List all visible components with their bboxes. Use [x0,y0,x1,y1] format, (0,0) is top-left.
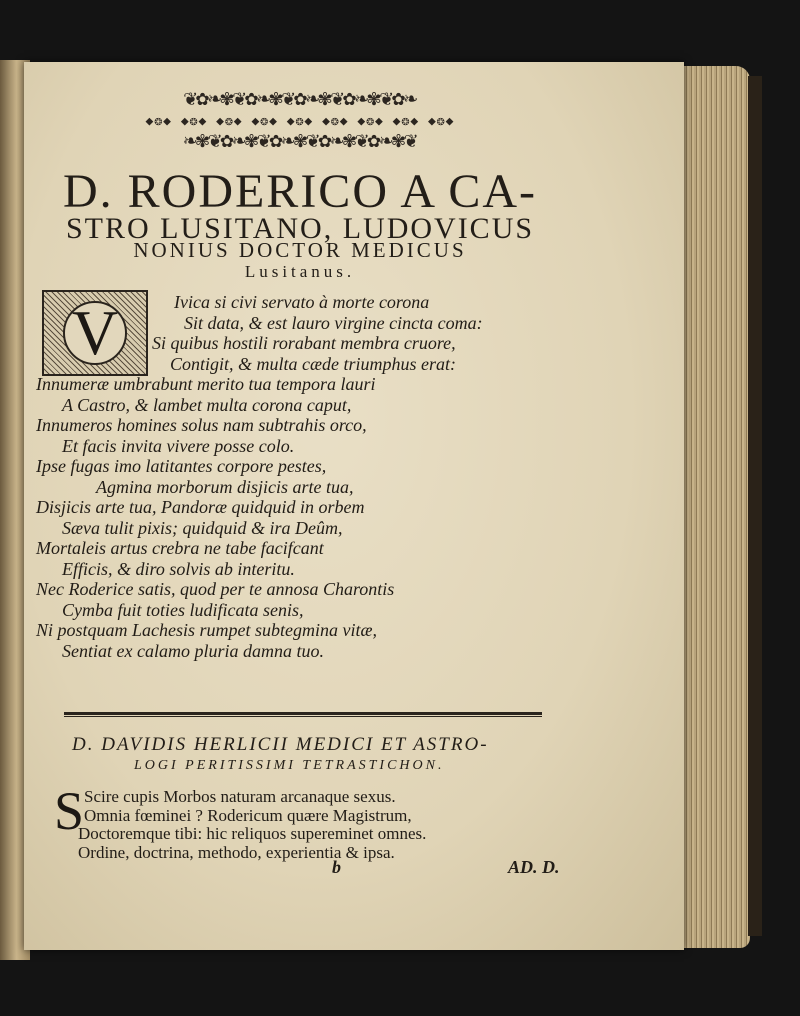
poem-line: Et facis invita vivere posse colo. [62,435,295,456]
title-line-3: NONIUS DOCTOR MEDICUS [133,238,467,262]
signature-mark: b [332,857,341,877]
initial-letter: V [63,301,127,365]
tetrastichon-line: Omnia fœminei ? Rodericum quære Magistrum, [84,805,412,825]
poem-line: Innumeros homines solus nam subtrahis orco, [36,415,367,435]
tetrastichon-line: Doctoremque tibi: hic reliquos supereminet omnes. [78,824,427,843]
poem-line: Innumeræ umbrabunt merito tua tempora lauri [36,374,376,394]
tetrastichon-line: Ordine, doctrina, methodo, experientia & ipsa. [78,842,395,862]
poem-line: Sæva tulit pixis; quidquid & ira Deûm, [62,517,343,538]
tetrastichon-line: Scire cupis Morbos naturam arcanaque sexus. [84,787,396,806]
poem-line: Ipse fugas imo latitantes corpore pestes, [36,456,327,476]
title-line-2: STRO LUSITANO, LUDOVICUS [65,212,535,245]
poem-line: Ni postquam Lachesis rumpet subtegmina vitæ, [36,620,377,640]
ornament-band-top: ❦✿❧✾❦✿❧✾❦✿❧✾❦✿❧✾❦✿❧ [183,86,417,111]
ornament-band-middle: ◆❂◆ ◆❂◆ ◆❂◆ ◆❂◆ ◆❂◆ ◆❂◆ ◆❂◆ ◆❂◆ ◆❂◆ [145,114,455,129]
poem-line: Sentiat ex calamo pluria damna tuo. [62,640,324,661]
tetrastichon-subheading: LOGI PERITISSIMI TETRASTICHON. [134,758,445,773]
poem-line: Contigit, & multa cæde triumphus erat: [170,353,456,374]
poem-line: Cymba fuit toties ludificata senis, [62,599,304,620]
tetrastichon-heading: D. DAVIDIS HERLICII MEDICI ET ASTRO- [72,734,489,755]
poem-line: Nec Roderice satis, quod per te annosa Charontis [36,579,395,599]
poem-line: Ivica si civi servato à morte corona [174,292,430,312]
catchword: AD. D. [508,857,560,877]
poem-line: Sit data, & est lauro virgine cincta coma: [184,312,483,333]
tetrastichon-text [78,787,604,862]
section-divider [64,712,542,715]
poem-line: Agmina morborum disjicis arte tua, [96,476,354,497]
poem [24,292,644,661]
poem-line: Si quibus hostili rorabant membra cruore, [152,333,456,353]
book-page [24,62,684,950]
poem-line: Disjicis arte tua, Pandoræ quidquid in orbem [36,497,365,517]
poem-line: Mortaleis artus crebra ne tabe facifcant [36,538,324,558]
title-line-1: D. RODERICO A CA- [62,165,538,218]
poem-line: A Castro, & lambet multa corona caput, [62,394,352,415]
poem-line: Efficis, & diro solvis ab interitu. [62,558,295,579]
page-edges [684,66,750,948]
drop-capital: S [54,781,85,841]
title-line-4: Lusitanus. [244,262,356,281]
ornament-band-bottom: ❧✾❦✿❧✾❦✿❧✾❦✿❧✾❦✿❧✾❦ [183,128,417,153]
